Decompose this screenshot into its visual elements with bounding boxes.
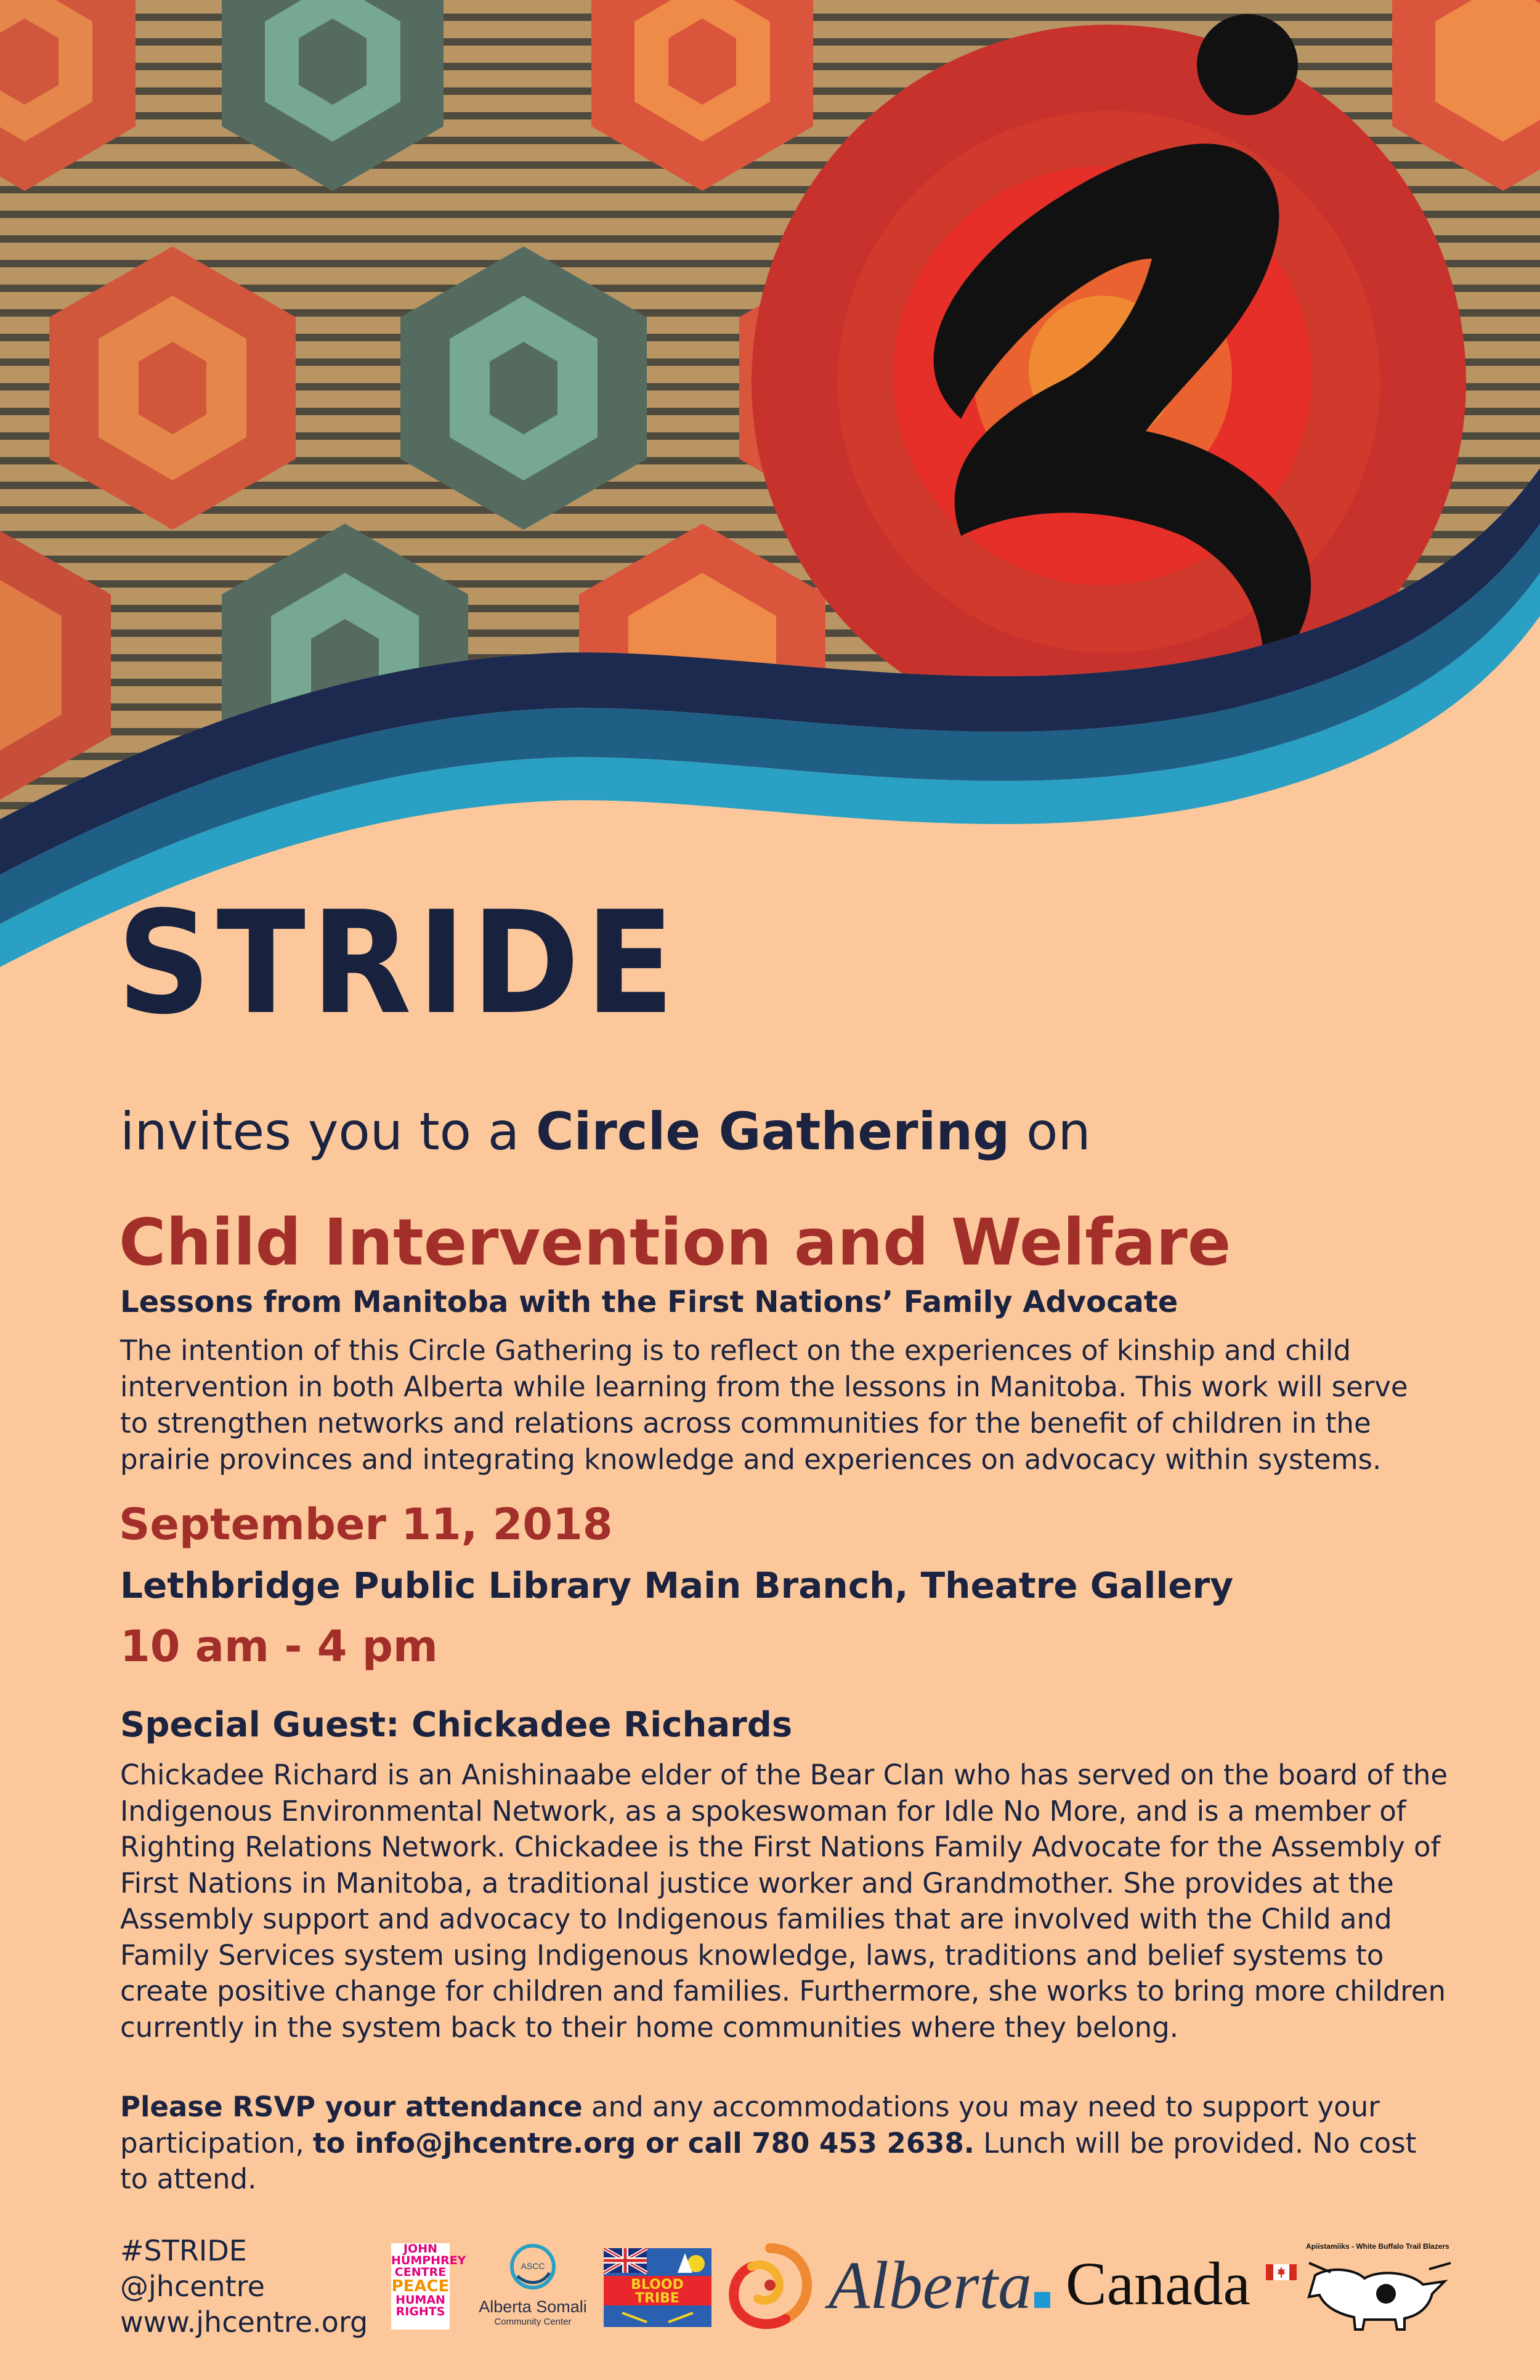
jhc-line: JOHN [403,2242,438,2256]
jhc-line: PEACE [391,2277,450,2296]
invite-suffix: on [1010,1101,1091,1162]
buffalo-icon [1306,2251,1454,2334]
website-link[interactable]: www.jhcentre.org [120,2305,368,2339]
hashtag[interactable]: #STRIDE [120,2234,247,2267]
ascc-emblem-icon [505,2242,561,2291]
event-date: September 11, 2018 [119,1499,613,1550]
special-guest-heading: Special Guest: Chickadee Richards [120,1705,793,1745]
special-guest-bio: Chickadee Richard is an Anishinaabe elder of the Bear Clan who has served on the board of the Indigenous Environmental Network, as a spokeswoman for Idle No More, and is a member of Righting Relations Network. Chickadee is the First Nations Family Advocate for the Assembly of First Nations in Manitoba, a traditional justice worker and Grandmother. She provides at the Assembly support and advocacy to Indigenous families that are involved with the Child and Family Services system using Indigenous knowledge, laws, traditions and belief systems to create positive change for children and families. Furthermore, she works to bring more children currently in the system back to their home communities where they belong. [120,1759,1448,2044]
alberta-government-logo [829,2248,1050,2323]
invite-text: invites you to a [120,1101,536,1162]
stride-swirl-icon [727,2242,813,2331]
blood-tribe-line2: TRIBE [635,2291,679,2306]
ascc-badge-text: ASCC [521,2261,545,2271]
rsvp-paragraph [120,2089,1451,2198]
blood-tribe-line1: BLOOD [631,2277,684,2293]
event-subheading: Lessons from Manitoba with the First Nations’ Family Advocate [120,1285,1178,1319]
rsvp-text: and any accommodations you may need to support your participation, [120,2091,1380,2159]
hero-artwork [0,0,1540,998]
john-humphrey-centre-logo [391,2242,466,2329]
footer-contact [120,2233,368,2340]
alberta-wordmark: Alberta [829,2248,1032,2323]
jhc-line: RIGHTS [395,2305,445,2318]
invitation-line [120,1101,1091,1162]
white-buffalo-trail-blazers-logo [1306,2242,1454,2334]
rsvp-note: Lunch will be provided. No cost to attend. [120,2126,1417,2195]
event-heading: Child Intervention and Welfare [119,1205,1231,1280]
event-intro: The intention of this Circle Gathering is to reflect on the experiences of kinship and child intervention in both Alberta while learning from the lessons in Manitoba. This work will serve to strengthen networks and relations across communities for the benefit of children in the prairie provinces and integrating knowledge and experiences on advocacy within systems. [120,1334,1408,1476]
blood-tribe-flag-icon [604,2248,711,2327]
alberta-square-icon [1034,2292,1050,2308]
social-handle[interactable]: @jhcentre [120,2270,265,2303]
canada-flag-icon [1266,2264,1297,2280]
ascc-subtitle: Community Center [494,2317,572,2327]
event-venue: Lethbridge Public Library Main Branch, Theatre Gallery [120,1564,1234,1606]
ascc-name: Alberta Somali [479,2297,587,2316]
page-title: STRIDE [117,881,680,1046]
rsvp-label: Please RSVP your attendance [120,2091,583,2123]
hero-illustration [0,0,1540,998]
stride-swirl-logo [727,2242,813,2331]
canada-wordmark-logo: Canada [1066,2249,1250,2318]
blood-tribe-logo [604,2248,711,2327]
rsvp-contact[interactable]: to info@jhcentre.org or call 780 453 2638. [312,2126,975,2159]
event-time: 10 am - 4 pm [120,1621,438,1672]
jhc-line: HUMPHREY [391,2254,466,2267]
jhc-line: CENTRE [394,2265,447,2279]
circle-gathering-label: Circle Gathering [535,1101,1010,1162]
jhc-line: HUMAN [395,2293,445,2307]
buffalo-caption: Apiistamiiks - White Buffalo Trail Blazers [1306,2242,1449,2251]
alberta-somali-community-center-logo [468,2242,598,2334]
